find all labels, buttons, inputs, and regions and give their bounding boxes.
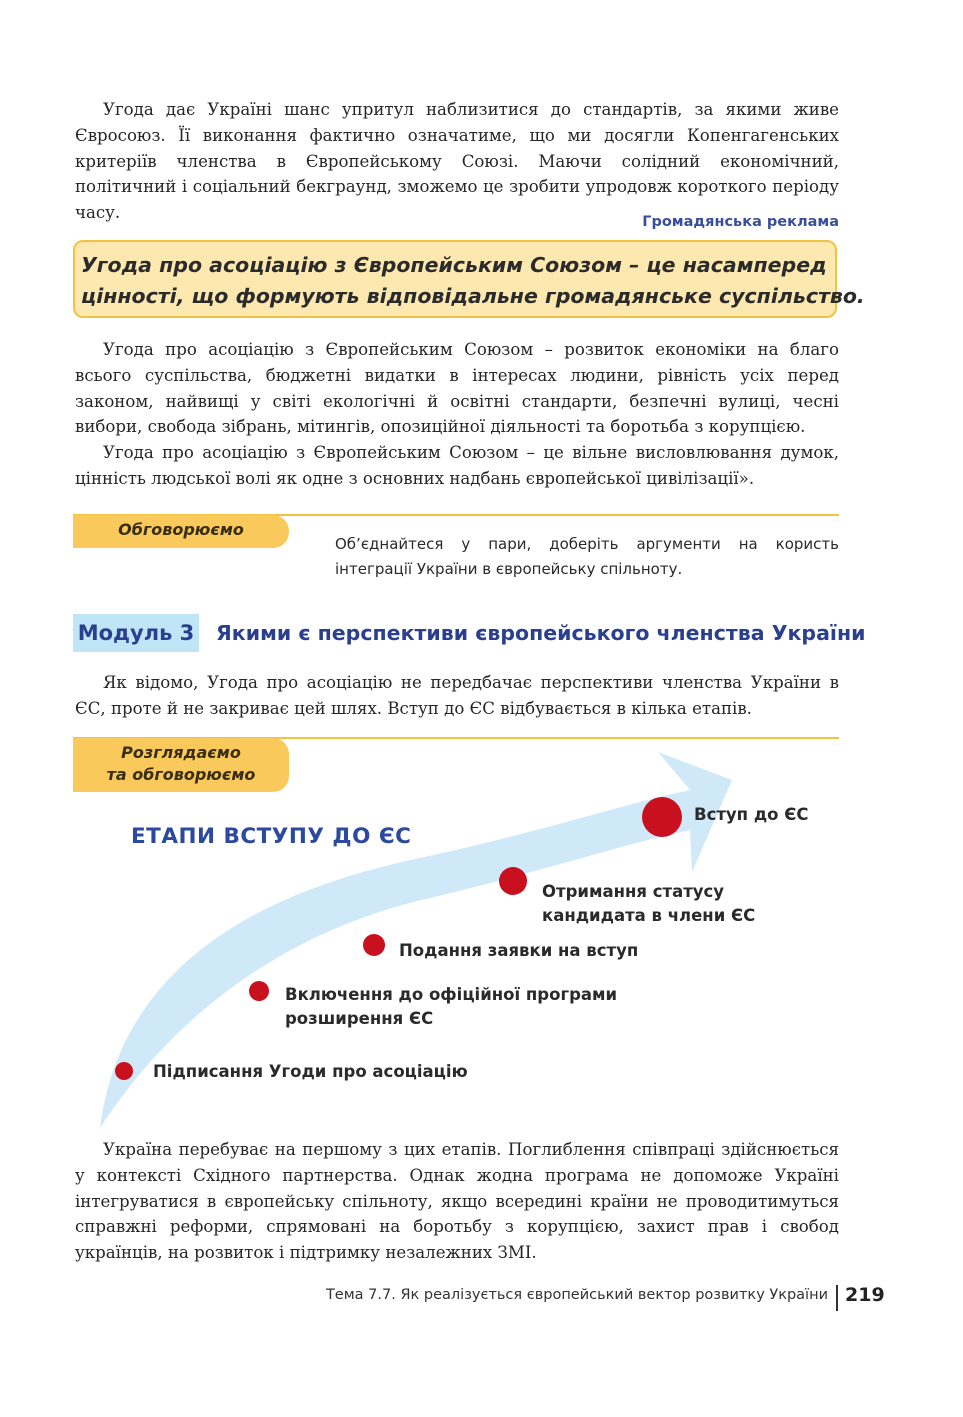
quote-line-1: Угода про асоціацію з Європейським Союзом – це насамперед — [81, 253, 827, 277]
stage-dot-1 — [115, 1062, 133, 1080]
diagram-title: ЕТАПИ ВСТУПУ ДО ЄС — [131, 824, 412, 849]
paragraph-2: Угода про асоціацію з Європейським Союзом – це вільне висловлювання думок, цінність людської волі як одне з основних надбань європейської цивілізації». — [75, 443, 839, 488]
review-tag-line-1: Розглядаємо — [121, 743, 241, 762]
stage-dot-4 — [499, 867, 527, 895]
stage-label-1: Підписання Угоди про асоціацію — [153, 1062, 468, 1081]
quote-line-2: цінності, що формують відповідальне громадянське суспільство. — [81, 284, 865, 308]
source-label: Громадянська реклама — [642, 214, 839, 230]
stage-label-3: Подання заявки на вступ — [399, 941, 639, 960]
footer-topic: Тема 7.7. Як реалізується європейський вектор розвитку України — [325, 1287, 828, 1303]
closing-paragraph: Україна перебуває на першому з цих етапів. Поглиблення співпраці здійснюється у контексті Східного партнерства. Однак жодна програма не допоможе Україні інтегруватися в європейську спільноту, якщо всередині країни не проводитимуться справжні реформи, спрямовані на боротьбу з корупцією, захист прав і свобод українців, на розвиток і підтримку незалежних ЗМІ. — [75, 1140, 839, 1263]
discuss-task: Об’єднайтеся у пари, доберіть аргументи на користь інтеграції України в європейську спільноту. — [335, 535, 839, 578]
paragraph-1: Угода про асоціацію з Європейським Союзом – розвиток економіки на благо всього суспільства, бюджетні видатки в інтересах людини, рівність усіх перед законом, найвищі у світі екологічні й освітні стандарти, безпечні вулиці, чесні вибори, свобода зібрань, мітингів, опозиційної діяльності та боротьба з корупцією. — [75, 340, 839, 437]
module-title: Якими є перспективи європейського членства України — [216, 621, 866, 645]
stage-label-5: Вступ до ЄС — [694, 805, 809, 824]
module-badge: Модуль 3 — [73, 614, 199, 652]
page-number: 219 — [845, 1284, 885, 1306]
review-tag-line-2: та обговорюємо — [106, 765, 256, 784]
stage-dot-2 — [249, 981, 269, 1001]
module-paragraph: Як відомо, Угода про асоціацію не передбачає перспективи членства України в ЄС, проте й не закриває цей шлях. Вступ до ЄС відбувається в кілька етапів. — [75, 673, 839, 718]
intro-paragraph: Угода дає Україні шанс упритул наблизитися до стандартів, за якими живе Євросоюз. Її виконання фактично означатиме, що ми досягли Копенгагенських критеріїв членства в Європейському Союзі. Маючи солідний економічний, політичний і соціальний бекграунд, зможемо це зробити упродовж короткого періоду часу. — [75, 100, 839, 223]
stage-dot-5 — [642, 797, 682, 837]
stage-label-2: Включення до офіційної програми розширення ЄС — [285, 985, 618, 1028]
stage-dot-3 — [363, 934, 385, 956]
footer-divider — [836, 1285, 838, 1311]
stage-label-4: Отримання статусу кандидата в члени ЄС — [542, 882, 756, 925]
discuss-tag: Обговорюємо — [73, 515, 289, 548]
